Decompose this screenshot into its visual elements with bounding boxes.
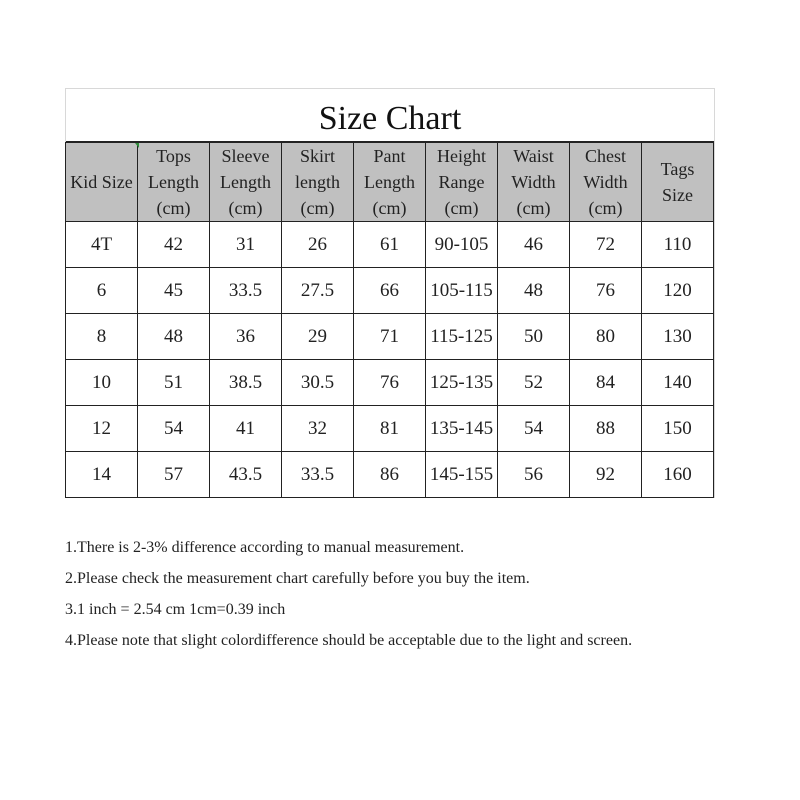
table-cell: 150 bbox=[642, 406, 714, 452]
table-cell: 56 bbox=[498, 452, 570, 498]
note-item: 3.1 inch = 2.54 cm 1cm=0.39 inch bbox=[65, 601, 286, 618]
table-cell: 140 bbox=[642, 360, 714, 406]
table-cell: 52 bbox=[498, 360, 570, 406]
table-cell: 26 bbox=[282, 222, 354, 268]
cell-marker-icon bbox=[135, 143, 139, 148]
table-cell: 27.5 bbox=[282, 268, 354, 314]
table-cell: 12 bbox=[66, 406, 138, 452]
table-cell: 84 bbox=[570, 360, 642, 406]
table-cell: 71 bbox=[354, 314, 426, 360]
chart-title: Size Chart bbox=[66, 89, 714, 142]
table-cell: 14 bbox=[66, 452, 138, 498]
table-row bbox=[66, 360, 714, 406]
table-cell: 48 bbox=[138, 314, 210, 360]
table-cell: 92 bbox=[570, 452, 642, 498]
table-cell: 57 bbox=[138, 452, 210, 498]
table-cell: 6 bbox=[66, 268, 138, 314]
header-cell bbox=[66, 143, 138, 222]
table-cell: 110 bbox=[642, 222, 714, 268]
table-cell: 160 bbox=[642, 452, 714, 498]
table-cell: 8 bbox=[66, 314, 138, 360]
table-cell: 32 bbox=[282, 406, 354, 452]
header-cell: Tags Size bbox=[642, 143, 714, 222]
table-cell: 54 bbox=[498, 406, 570, 452]
note-item: 4.Please note that slight colordifference should be acceptable due to the light and screen. bbox=[65, 632, 633, 649]
table-cell: 125-135 bbox=[426, 360, 498, 406]
table-cell: 54 bbox=[138, 406, 210, 452]
table-cell: 66 bbox=[354, 268, 426, 314]
header-label: Kid Size bbox=[70, 172, 133, 192]
table-cell: 10 bbox=[66, 360, 138, 406]
table-cell: 38.5 bbox=[210, 360, 282, 406]
table-row bbox=[66, 314, 714, 360]
table-cell: 36 bbox=[210, 314, 282, 360]
table-cell: 42 bbox=[138, 222, 210, 268]
table-cell: 76 bbox=[354, 360, 426, 406]
table-cell: 50 bbox=[498, 314, 570, 360]
table-cell: 43.5 bbox=[210, 452, 282, 498]
table-cell: 76 bbox=[570, 268, 642, 314]
table-cell: 80 bbox=[570, 314, 642, 360]
table-cell: 86 bbox=[354, 452, 426, 498]
table-cell: 90-105 bbox=[426, 222, 498, 268]
size-table bbox=[65, 142, 714, 498]
note-item: 2.Please check the measurement chart carefully before you buy the item. bbox=[65, 570, 530, 587]
size-chart bbox=[65, 88, 715, 498]
header-cell: Tops Length (cm) bbox=[138, 143, 210, 222]
table-row bbox=[66, 406, 714, 452]
header-cell: Waist Width (cm) bbox=[498, 143, 570, 222]
table-cell: 29 bbox=[282, 314, 354, 360]
header-cell: Chest Width (cm) bbox=[570, 143, 642, 222]
table-cell: 135-145 bbox=[426, 406, 498, 452]
table-cell: 4T bbox=[66, 222, 138, 268]
table-cell: 105-115 bbox=[426, 268, 498, 314]
note-item: 1.There is 2-3% difference according to manual measurement. bbox=[65, 539, 465, 556]
table-cell: 46 bbox=[498, 222, 570, 268]
table-row bbox=[66, 268, 714, 314]
header-cell: Skirt length (cm) bbox=[282, 143, 354, 222]
table-cell: 81 bbox=[354, 406, 426, 452]
table-row bbox=[66, 452, 714, 498]
table-cell: 61 bbox=[354, 222, 426, 268]
header-row bbox=[66, 143, 714, 222]
table-cell: 33.5 bbox=[282, 452, 354, 498]
table-cell: 41 bbox=[210, 406, 282, 452]
table-cell: 45 bbox=[138, 268, 210, 314]
header-cell: Sleeve Length (cm) bbox=[210, 143, 282, 222]
table-cell: 115-125 bbox=[426, 314, 498, 360]
table-cell: 51 bbox=[138, 360, 210, 406]
table-row bbox=[66, 222, 714, 268]
table-cell: 120 bbox=[642, 268, 714, 314]
table-cell: 72 bbox=[570, 222, 642, 268]
header-cell: Pant Length (cm) bbox=[354, 143, 426, 222]
table-cell: 33.5 bbox=[210, 268, 282, 314]
table-cell: 88 bbox=[570, 406, 642, 452]
notes-list bbox=[65, 532, 765, 656]
table-cell: 48 bbox=[498, 268, 570, 314]
table-cell: 30.5 bbox=[282, 360, 354, 406]
table-cell: 145-155 bbox=[426, 452, 498, 498]
table-cell: 31 bbox=[210, 222, 282, 268]
table-cell: 130 bbox=[642, 314, 714, 360]
header-cell: Height Range (cm) bbox=[426, 143, 498, 222]
